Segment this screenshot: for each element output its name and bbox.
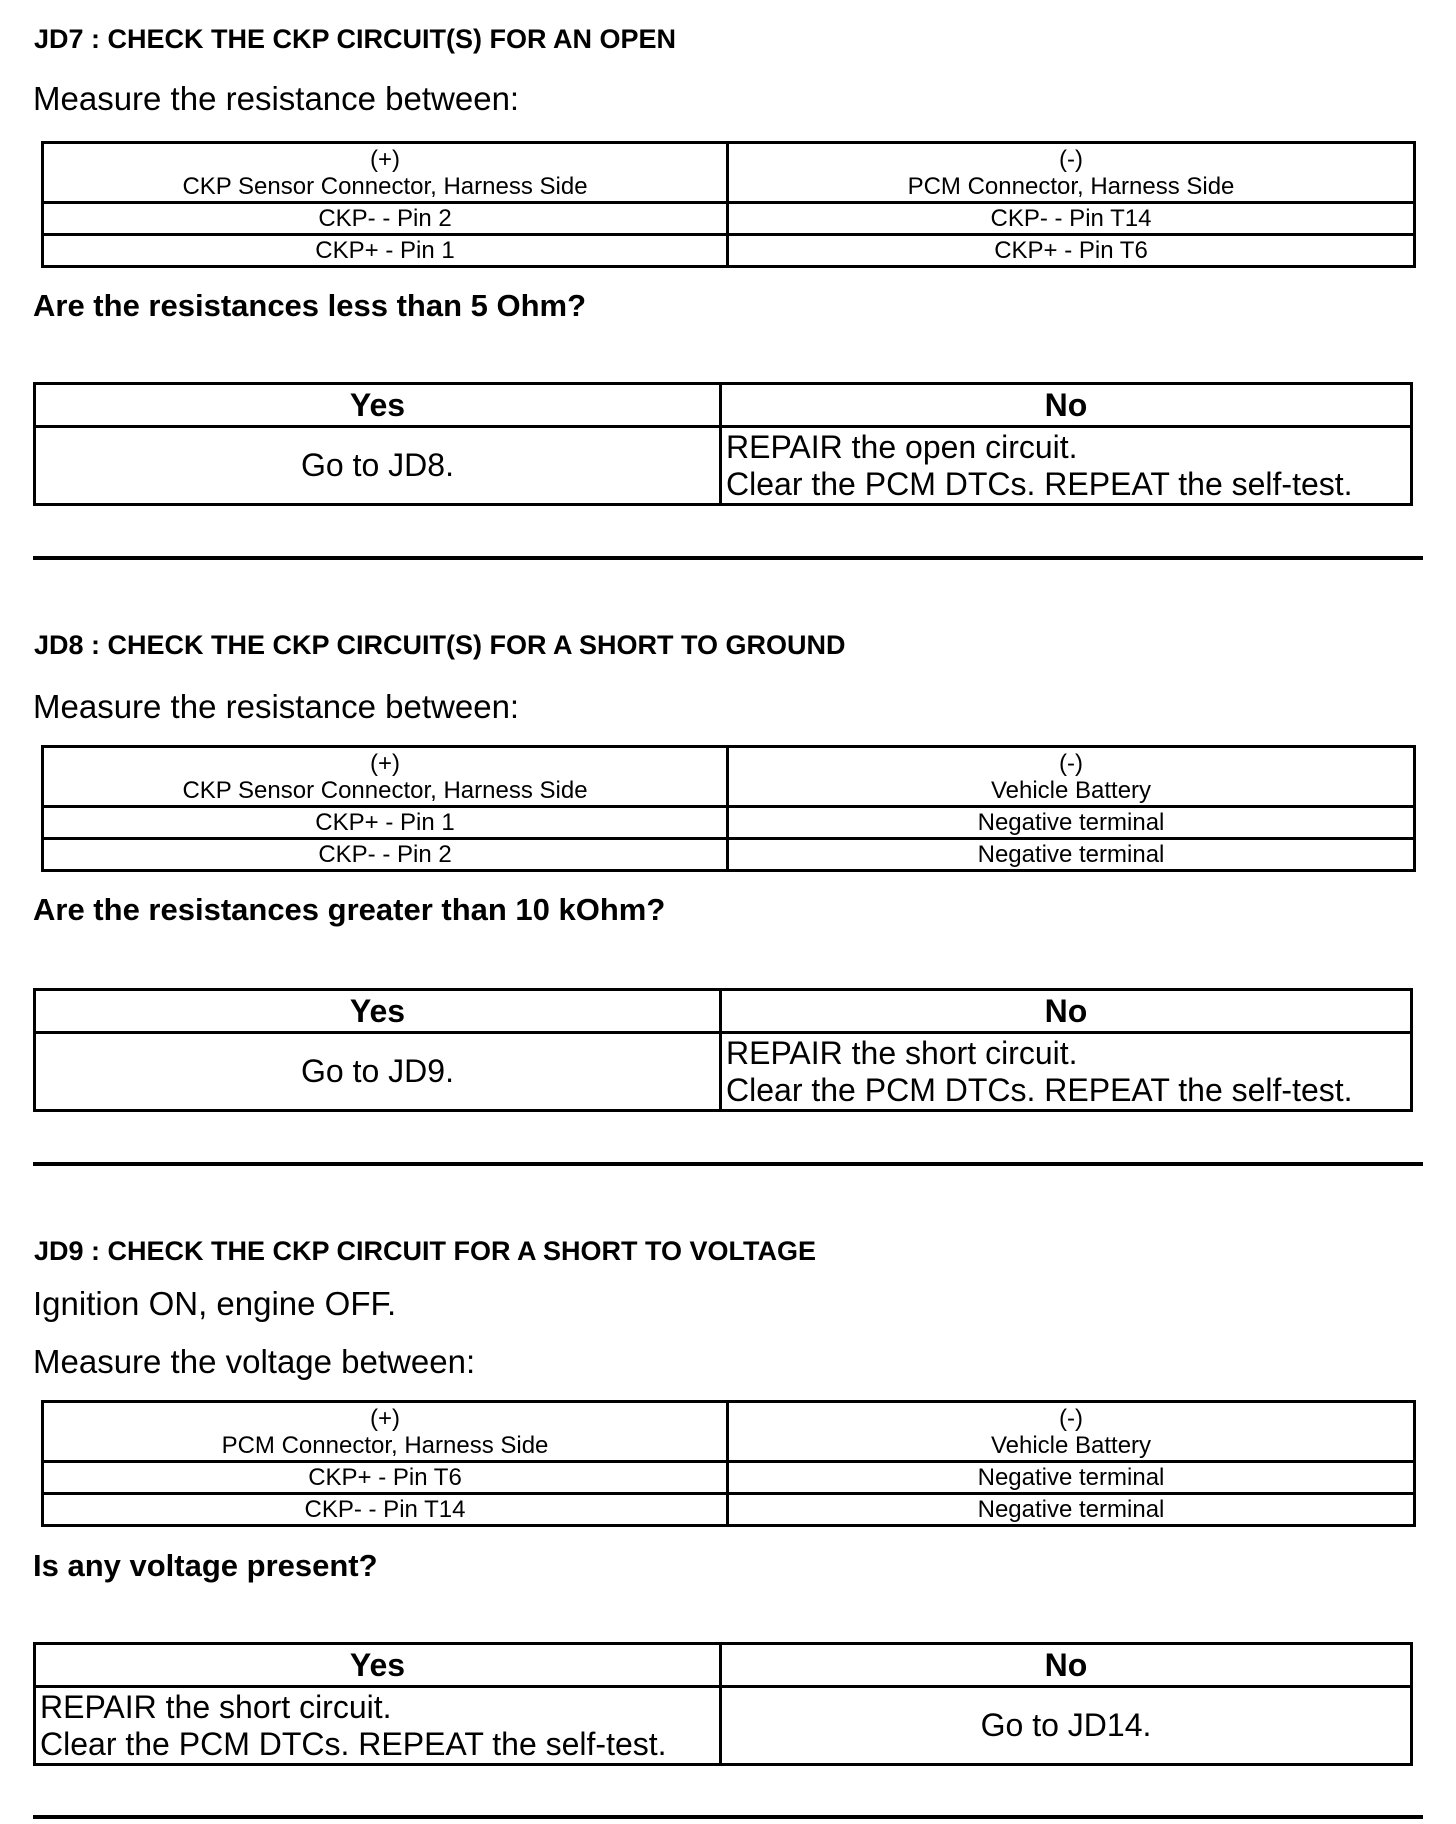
action-line: REPAIR the open circuit.: [726, 428, 1078, 465]
table-cell: Negative terminal: [977, 1496, 1165, 1523]
no-header: No: [722, 385, 1410, 428]
table-cell: CKP+ - Pin 1: [44, 236, 729, 265]
table-cell: CKP- - Pin 2: [44, 840, 729, 869]
connector-label: Vehicle Battery: [990, 776, 1152, 804]
connector-label: Vehicle Battery: [990, 1431, 1152, 1459]
polarity-label: (+): [370, 1404, 400, 1432]
connector-label: CKP Sensor Connector, Harness Side: [182, 172, 588, 200]
table-cell: Negative terminal: [729, 1463, 1413, 1495]
polarity-label: (+): [370, 749, 400, 777]
no-header: No: [722, 991, 1410, 1034]
measurement-table: [41, 1400, 1416, 1527]
no-action: [722, 1034, 1410, 1109]
connector-label: CKP Sensor Connector, Harness Side: [182, 776, 588, 804]
yes-header: Yes: [36, 1645, 722, 1688]
polarity-label: (-): [1059, 749, 1083, 777]
result-table: [33, 1642, 1413, 1766]
measurement-table: [41, 141, 1416, 268]
section-title: JD8 : CHECK THE CKP CIRCUIT(S) FOR A SHORT TO GROUND: [34, 630, 846, 660]
instruction-text: Measure the resistance between:: [33, 688, 520, 725]
table-cell: CKP+ - Pin 1: [44, 808, 729, 840]
column-header-positive: [44, 144, 729, 204]
result-table: [33, 988, 1413, 1112]
measurement-table: [41, 745, 1416, 872]
section-divider: [33, 1815, 1423, 1819]
question-text: Is any voltage present?: [33, 1548, 378, 1583]
yes-header: Yes: [36, 991, 722, 1034]
column-header-negative: [729, 144, 1413, 204]
yes-action: [36, 1034, 722, 1109]
action-line: REPAIR the short circuit.: [726, 1034, 1078, 1071]
column-header-negative: [729, 748, 1413, 808]
column-header-positive: [44, 748, 729, 808]
column-header-positive: [44, 1403, 729, 1463]
table-cell: Negative terminal: [977, 841, 1165, 868]
instruction-text: Measure the voltage between:: [33, 1343, 476, 1380]
section-title: JD9 : CHECK THE CKP CIRCUIT FOR A SHORT TO VOLTAGE: [34, 1236, 817, 1266]
question-text: Are the resistances greater than 10 kOhm?: [33, 892, 666, 927]
question-text: Are the resistances less than 5 Ohm?: [33, 288, 587, 323]
section-title: JD7 : CHECK THE CKP CIRCUIT(S) FOR AN OPEN: [34, 24, 677, 54]
polarity-label: (-): [1059, 1404, 1083, 1432]
yes-header: Yes: [36, 385, 722, 428]
action-line: REPAIR the short circuit.: [40, 1688, 392, 1725]
action-line: Clear the PCM DTCs. REPEAT the self-test.: [726, 1071, 1353, 1108]
no-action: [722, 1688, 1410, 1763]
section-divider: [33, 556, 1423, 560]
yes-action: [36, 428, 722, 503]
action-line: Go to JD14.: [980, 1707, 1152, 1743]
no-header: No: [722, 1645, 1410, 1688]
action-line: Clear the PCM DTCs. REPEAT the self-test.: [726, 465, 1353, 502]
table-cell: CKP+ - Pin T6: [994, 237, 1148, 264]
action-line: Go to JD8.: [301, 447, 454, 483]
section-divider: [33, 1162, 1423, 1166]
instruction-text: Ignition ON, engine OFF.: [33, 1285, 397, 1322]
yes-action: [36, 1688, 722, 1763]
no-action: [722, 428, 1410, 503]
table-cell: CKP- - Pin 2: [44, 204, 729, 236]
table-cell: CKP- - Pin T14: [44, 1495, 729, 1524]
polarity-label: (-): [1059, 145, 1083, 173]
table-cell: CKP- - Pin T14: [729, 204, 1413, 236]
action-line: Clear the PCM DTCs. REPEAT the self-test.: [40, 1725, 667, 1762]
action-line: Go to JD9.: [301, 1053, 454, 1089]
result-table: [33, 382, 1413, 506]
column-header-negative: [729, 1403, 1413, 1463]
connector-label: PCM Connector, Harness Side: [907, 172, 1235, 200]
instruction-text: Measure the resistance between:: [33, 80, 520, 117]
polarity-label: (+): [370, 145, 400, 173]
table-cell: Negative terminal: [729, 808, 1413, 840]
connector-label: PCM Connector, Harness Side: [221, 1431, 549, 1459]
table-cell: CKP+ - Pin T6: [44, 1463, 729, 1495]
